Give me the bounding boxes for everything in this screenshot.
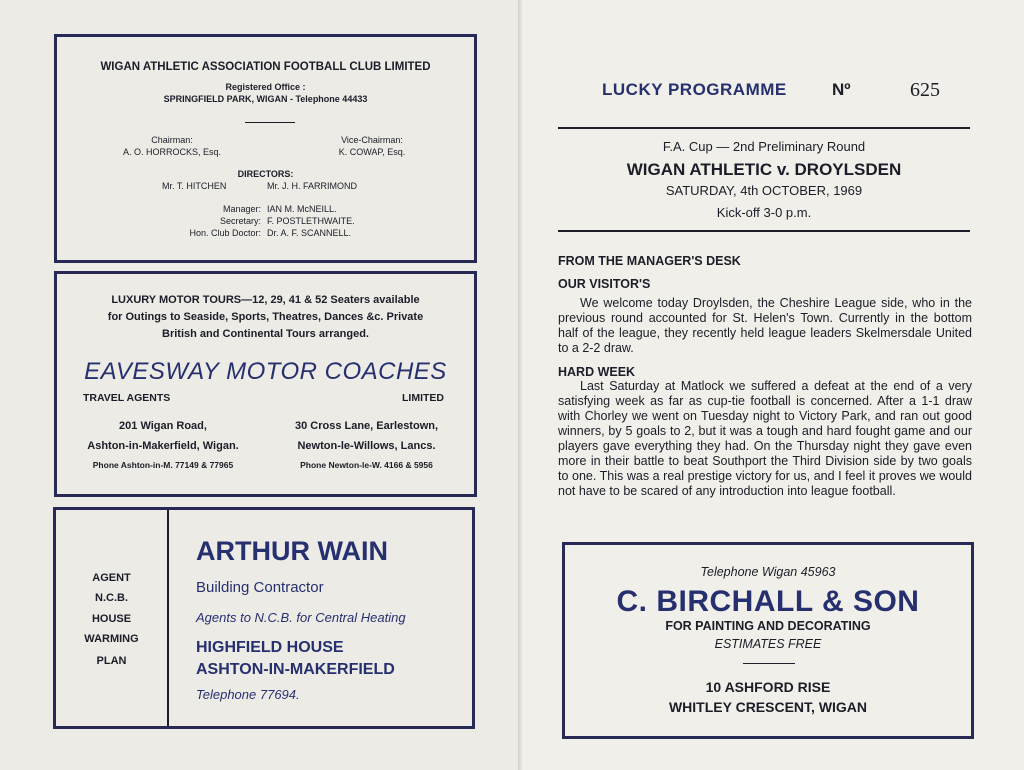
official-role: Hon. Club Doctor: [189, 228, 261, 238]
match-date: SATURDAY, 4th OCTOBER, 1969 [665, 183, 863, 198]
heading-managers-desk: FROM THE MANAGER'S DESK [558, 254, 741, 268]
official-role: Manager: [222, 204, 261, 214]
coaches-address-1-line1: 201 Wigan Road, [119, 420, 207, 432]
coaches-phone-2: Phone Newton-le-W. 4166 & 5956 [300, 460, 433, 470]
birchall-advert [562, 542, 974, 739]
coaches-advert [54, 271, 477, 497]
wain-side-text: WARMING [84, 633, 139, 645]
wain-side-text: N.C.B. [95, 592, 128, 604]
official-name: Dr. A. F. SCANNELL. [267, 228, 352, 238]
wain-side-text: PLAN [96, 655, 127, 667]
coaches-phone-1: Phone Ashton-in-M. 77149 & 77965 [92, 460, 234, 470]
coaches-address-2-line2: Newton-le-Willows, Lancs. [297, 440, 436, 452]
club-divider [245, 122, 295, 123]
programme-no-label: Nº [832, 80, 851, 99]
header-rule-bottom [558, 230, 970, 232]
wain-side-text: AGENT [92, 572, 131, 584]
wain-agents: Agents to N.C.B. for Central Heating [196, 610, 406, 625]
coaches-intro-3: British and Continental Tours arranged. [162, 328, 369, 340]
birchall-address-1: 10 ASHFORD RISE [705, 679, 831, 695]
wain-side-text: HOUSE [91, 613, 132, 625]
right-page [522, 0, 1024, 770]
coaches-name: EAVESWAY MOTOR COACHES [84, 358, 447, 385]
birchall-service: FOR PAINTING AND DECORATING [665, 619, 871, 633]
heading-our-visitors: OUR VISITOR'S [558, 277, 651, 291]
birchall-estimates: ESTIMATES FREE [714, 637, 822, 651]
header-rule-top [558, 127, 970, 129]
official-name: IAN M. McNEILL. [267, 204, 337, 214]
lucky-programme-label: LUCKY PROGRAMME [602, 80, 787, 99]
coaches-intro-1: LUXURY MOTOR TOURS—12, 29, 41 & 52 Seaters available [111, 294, 420, 306]
heading-hard-week: HARD WEEK [558, 365, 636, 379]
wain-divider [167, 510, 169, 726]
chairman-label: Chairman: [151, 135, 193, 145]
wain-trade: Building Contractor [196, 579, 324, 596]
birchall-address-2: WHITLEY CRESCENT, WIGAN [668, 699, 868, 715]
wain-phone: Telephone 77694. [196, 687, 300, 702]
director-2: Mr. J. H. FARRIMOND [267, 181, 357, 191]
coaches-address-1-line2: Ashton-in-Makerfield, Wigan. [87, 440, 239, 452]
club-info-box [54, 34, 477, 263]
wain-address-1: HIGHFIELD HOUSE [196, 639, 344, 656]
match-title: WIGAN ATHLETIC v. DROYLSDEN [626, 160, 902, 179]
wain-address-2: ASHTON-IN-MAKERFIELD [196, 661, 395, 678]
competition: F.A. Cup — 2nd Preliminary Round [662, 139, 866, 154]
office-address: SPRINGFIELD PARK, WIGAN - Telephone 44433 [163, 94, 368, 104]
vice-chairman-label: Vice-Chairman: [341, 135, 403, 145]
birchall-divider [743, 663, 795, 664]
coaches-address-2-line1: 30 Cross Lane, Earlestown, [294, 420, 439, 432]
kickoff-time: Kick-off 3-0 p.m. [716, 205, 812, 220]
birchall-phone: Telephone Wigan 45963 [700, 565, 836, 579]
birchall-name: C. BIRCHALL & SON [616, 585, 920, 618]
director-1: Mr. T. HITCHEN [162, 181, 227, 191]
hard-week-paragraph: Last Saturday at Matlock we suffered a defeat at the end of a very satisfying week as far as cup-tie football is concerned. After a 1-1 draw with Chorley we went on Tuesday night to Victory Park, and ran out good winners, by 5 goals to 2, but it was a tough and hard fought game and our players gave everything they had. On the Thursday night they gave even more in their battle to beat Southport the Third Division side by two goals to one. This was a real prestige victory for us, and I feel it proves we would not have to be scared of any introduction into league football. [558, 379, 972, 498]
wain-advert [53, 507, 475, 729]
club-name: WIGAN ATHLETIC ASSOCIATION FOOTBALL CLUB LIMITED [100, 61, 431, 73]
limited-label: LIMITED [402, 392, 444, 404]
office-label: Registered Office : [225, 82, 306, 92]
wain-name: ARTHUR WAIN [196, 536, 388, 566]
travel-agents-label: TRAVEL AGENTS [83, 392, 171, 404]
official-role: Secretary: [219, 216, 261, 226]
coaches-intro-2: for Outings to Seaside, Sports, Theatres, Dances &c. Private [107, 311, 424, 323]
official-name: F. POSTLETHWAITE. [267, 216, 355, 226]
visitors-paragraph: We welcome today Droylsden, the Cheshire League side, who in the previous round accounted for St. Helen's Town. Currently in the bottom half of the league, they recently held league leaders Skelmersdale United to a 2-2 draw. [558, 296, 972, 355]
directors-label: DIRECTORS: [237, 169, 294, 179]
vice-chairman-name: K. COWAP, Esq. [338, 147, 406, 157]
chairman-name: A. O. HORROCKS, Esq. [122, 147, 222, 157]
programme-number: 625 [910, 79, 940, 101]
